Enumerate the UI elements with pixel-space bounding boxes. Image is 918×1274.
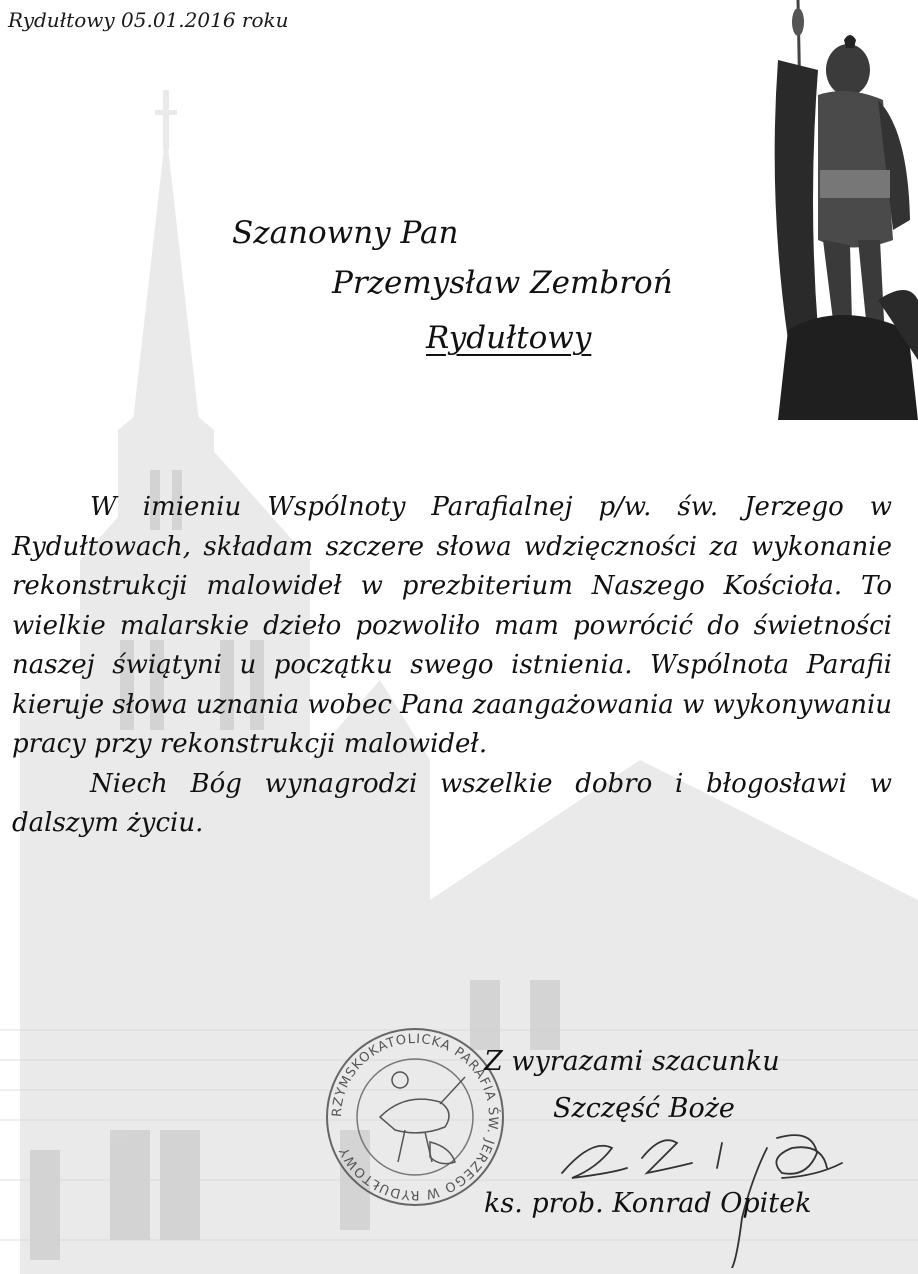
seal-text: RZYMSKOKATOLICKA PARAFIA ŚW. JERZEGO W RYDUŁTOWY bbox=[329, 1031, 501, 1203]
address-city: Rydułtowy bbox=[426, 320, 592, 356]
body-line: wdzięczności za wykonanie rekonstrukcji malowideł bbox=[12, 531, 893, 601]
letter-date: Rydułtowy 05.01.2016 roku bbox=[8, 8, 289, 32]
saint-george-statue-image bbox=[758, 0, 918, 420]
body-line: w prezbiterium Naszego Kościoła. To wielkie malarskie bbox=[12, 571, 893, 641]
parish-seal-stamp bbox=[320, 1022, 510, 1212]
svg-text:RZYMSKOKATOLICKA PARAFIA ŚW. J bbox=[330, 1032, 501, 1202]
body-line: Niech Bóg wynagrodzi wszelkie dobro bbox=[90, 768, 653, 799]
closing-regards: Z wyrazami szacunku bbox=[484, 1046, 780, 1077]
body-line: kieruje słowa uznania wobec Pana zaangażowania bbox=[12, 689, 674, 720]
body-line: i błogosławi w dalszym życiu. bbox=[12, 768, 892, 838]
signatory-name: ks. prob. Konrad Opitek bbox=[484, 1188, 812, 1219]
body-line: p/w. św. Jerzego w Rydułtowach, składam szczere słowa bbox=[12, 492, 892, 562]
address-recipient-name: Przemysław Zembroń bbox=[332, 265, 673, 301]
body-line: w wykonywaniu pracy przy rekonstrukcji malowideł. bbox=[12, 689, 893, 759]
address-salutation: Szanowny Pan bbox=[232, 215, 459, 251]
closing-blessing: Szczęść Boże bbox=[553, 1093, 735, 1124]
body-line: świątyni u początku swego istnienia. Wspólnota Parafii bbox=[112, 650, 892, 680]
body-line: dzieło pozwoliło mam powrócić do świetności naszej bbox=[12, 610, 892, 680]
body-line: W imieniu Wspólnoty Parafialnej bbox=[90, 492, 573, 522]
letter-body bbox=[12, 488, 892, 844]
letter-paragraph-2 bbox=[12, 765, 892, 844]
letter-paragraph-1 bbox=[12, 488, 892, 765]
